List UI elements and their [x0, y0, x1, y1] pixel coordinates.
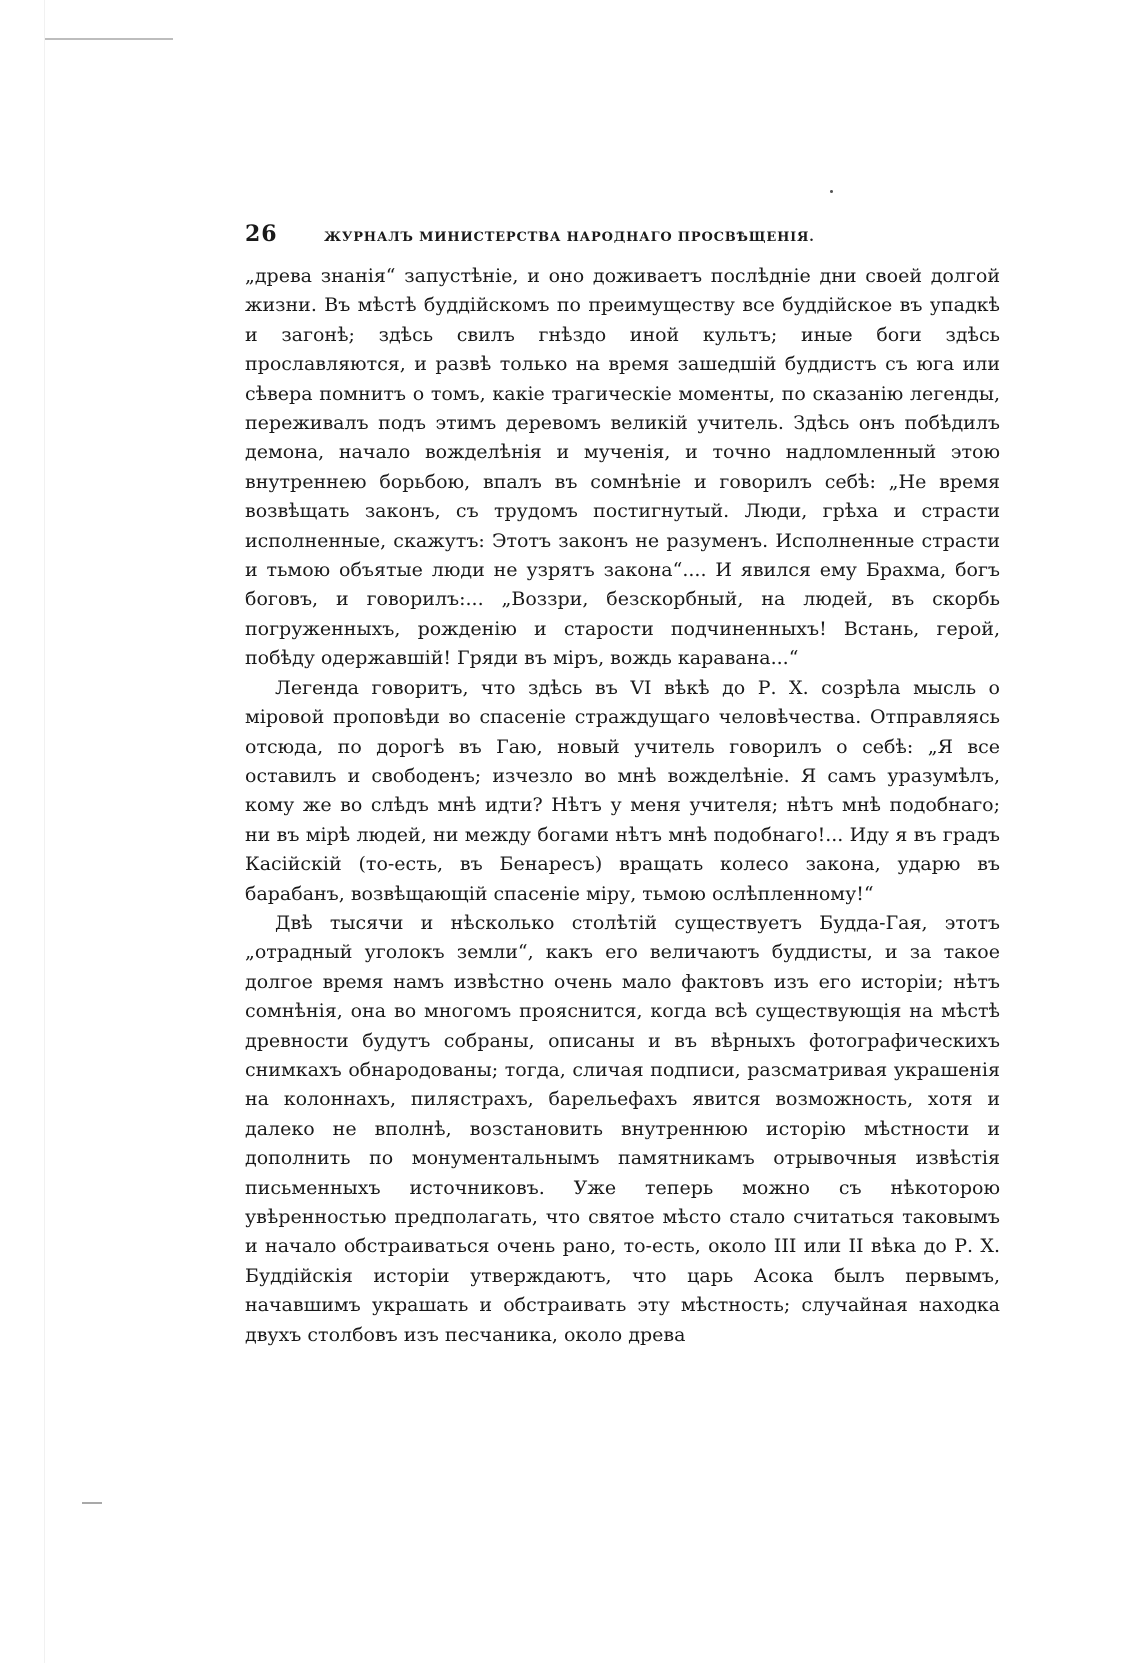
page-header: [245, 221, 1000, 251]
page-text: [245, 262, 1000, 1350]
ink-dot: [830, 190, 833, 193]
margin-mark: [82, 1502, 102, 1504]
scan-edge: [44, 0, 45, 1663]
running-title: ЖУРНАЛЪ МИНИСТЕРСТВА НАРОДНАГО ПРОСВѢЩЕНІЯ.: [324, 230, 815, 245]
paragraph: Двѣ тысячи и нѣсколько столѣтій существуетъ Будда-Гая, этотъ „отрадный уголокъ земли“, какъ его величаютъ буддисты, и за такое долгое время намъ извѣстно очень мало фактовъ изъ его исторіи; нѣтъ сомнѣнія, она во многомъ прояснится, когда всѣ существующія на мѣстѣ древности будутъ собраны, описаны и въ вѣрныхъ фотографическихъ снимкахъ обнародованы; тогда, сличая подписи, разсматривая украшенія на колоннахъ, пилястрахъ, барельефахъ явится возможность, хотя и далеко не вполнѣ, возстановить внутреннюю исторію мѣстности и дополнить по монументальнымъ памятникамъ отрывочныя извѣстія письменныхъ источниковъ. Уже теперь можно съ нѣкоторою увѣренностью предполагать, что святое мѣсто стало считаться таковымъ и начало обстраиваться очень рано, то-есть, около III или II вѣка до Р. Х. Буддійскія исторіи утверждаютъ, что царь Асока былъ первымъ, начавшимъ украшать и обстраивать эту мѣстность; случайная находка двухъ столбовъ изъ песчаника, около древа: [245, 911, 1000, 1346]
page-number: 26: [245, 221, 278, 247]
paragraph: Легенда говоритъ, что здѣсь въ VI вѣкѣ до Р. Х. созрѣла мысль о міровой проповѣди во спасеніе страждущаго человѣчества. Отправляясь отсюда, по дорогѣ въ Гаю, новый учитель говорилъ о себѣ: „Я все оставилъ и свободенъ; изчезло во мнѣ вожделѣніе. Я самъ уразумѣлъ, кому же во слѣдъ мнѣ идти? Нѣтъ у меня учителя; нѣтъ мнѣ подобнаго; ни въ мірѣ людей, ни между богами нѣтъ мнѣ подобнаго!... Иду я въ градъ Касійскій (то-есть, въ Бенаресъ) вращать колесо закона, ударю въ барабанъ, возвѣщающій спасеніе міру, тьмою ослѣпленному!“: [245, 676, 1000, 905]
margin-mark: [45, 38, 173, 40]
paragraph: „древа знанія“ запустѣніе, и оно доживаетъ послѣдніе дни своей долгой жизни. Въ мѣстѣ буддійскомъ по преимуществу все буддійское въ упадкѣ и загонѣ; здѣсь свилъ гнѣздо иной культъ; иные боги здѣсь прославляются, и развѣ только на время зашедшій буддистъ съ юга или сѣвера помнитъ о томъ, какіе трагическіе моменты, по сказанію легенды, переживалъ подъ этимъ деревомъ великій учитель. Здѣсь онъ побѣдилъ демона, начало вожделѣнія и мученія, и точно надломленный этою внутреннею борьбою, впалъ въ сомнѣніе и говорилъ себѣ: „Не время возвѣщать законъ, съ трудомъ постигнутый. Люди, грѣха и страсти исполненные, скажутъ: Этотъ законъ не разуменъ. Исполненные страсти и тьмою объятые люди не узрятъ закона“.... И явился ему Брахма, богъ боговъ, и говорилъ:... „Воззри, безскорбный, на людей, въ скорбь погруженныхъ, рожденію и старости подчиненныхъ! Встань, герой, побѣду одержавшій! Гряди въ міръ, вождь каравана...“: [245, 265, 1000, 670]
